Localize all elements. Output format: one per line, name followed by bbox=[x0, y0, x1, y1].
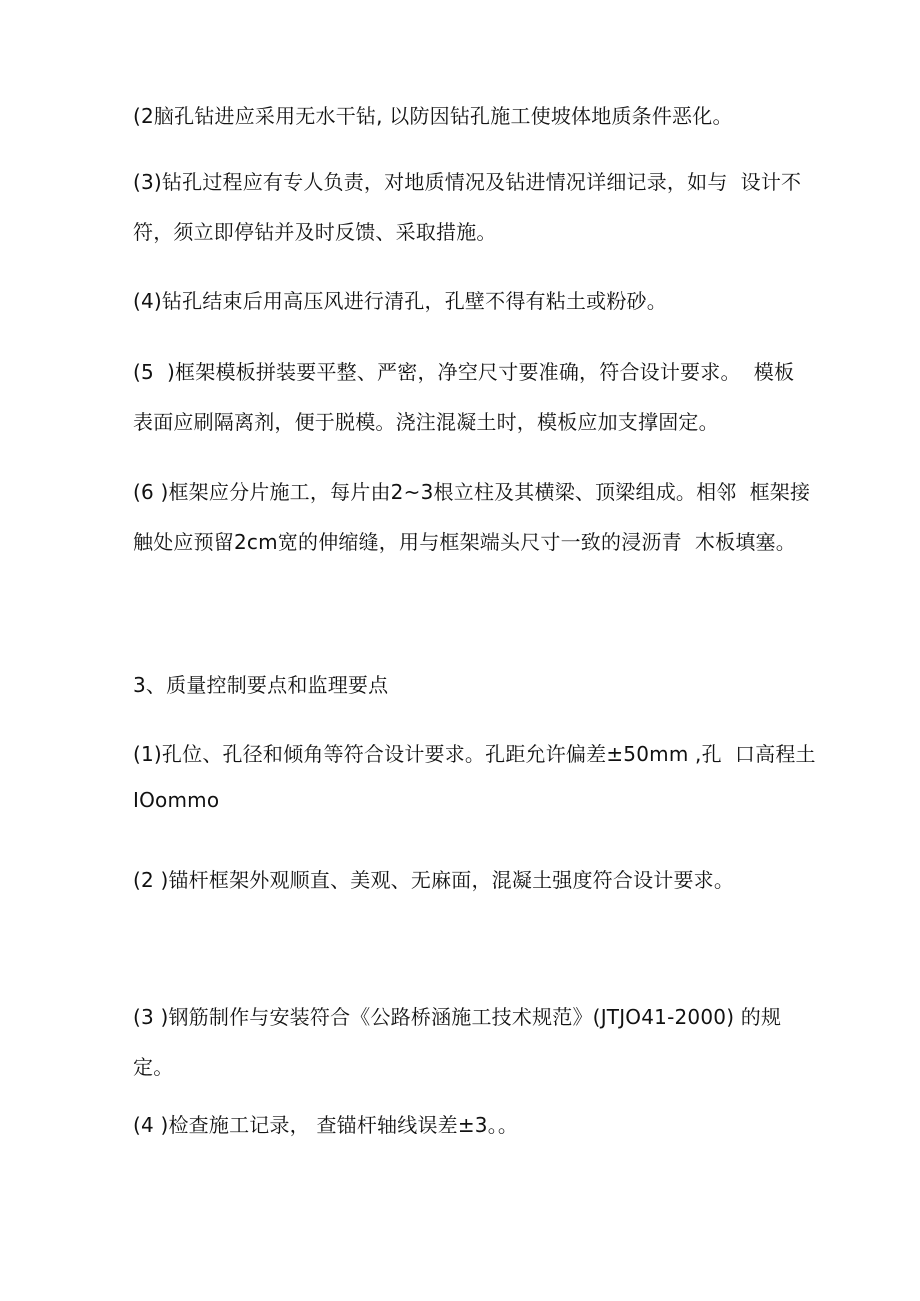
paragraph-line: (5 )框架模板拼装要平整、严密，净空尺寸要准确，符合设计要求。 模板 bbox=[133, 360, 795, 384]
paragraph-line: 表面应刷隔离剂，便于脱模。浇注混凝土时，模板应加支撑固定。 bbox=[133, 410, 719, 434]
paragraph-line: (3 )钢筋制作与安装符合《公路桥涵施工技术规范》(JTJO41-2000) 的规 bbox=[133, 1005, 782, 1029]
paragraph-line: (4)钻孔结束后用高压风进行清孔，孔壁不得有粘土或粉砂。 bbox=[133, 289, 667, 313]
paragraph-line: 定。 bbox=[133, 1055, 174, 1079]
paragraph-line: (6 )框架应分片施工，每片由2~3根立柱及其横梁、顶梁组成。相邻 框架接 bbox=[133, 480, 811, 504]
paragraph-line: (4 )检查施工记录， 查锚杆轴线误差±3。。 bbox=[133, 1113, 519, 1137]
paragraph-line: (2脑孔钻进应采用无水干钻, 以防因钻孔施工使坡体地质条件恶化。 bbox=[133, 104, 733, 128]
paragraph-line: IOommo bbox=[133, 788, 220, 812]
paragraph-line: (3)钻孔过程应有专人负责，对地质情况及钻进情况详细记录，如与 设计不 bbox=[133, 170, 802, 194]
paragraph-line: 触处应预留2cm宽的伸缩缝，用与框架端头尺寸一致的浸沥青 木板填塞。 bbox=[133, 530, 796, 554]
paragraph-line: 符，须立即停钻并及时反馈、采取措施。 bbox=[133, 220, 497, 244]
section-heading: 3、质量控制要点和监理要点 bbox=[133, 673, 389, 697]
paragraph-line: (1)孔位、孔径和倾角等符合设计要求。孔距允许偏差±50mm ,孔 口高程土 bbox=[133, 742, 816, 766]
paragraph-line: (2 )锚杆框架外观顺直、美观、无麻面，混凝土强度符合设计要求。 bbox=[133, 868, 735, 892]
